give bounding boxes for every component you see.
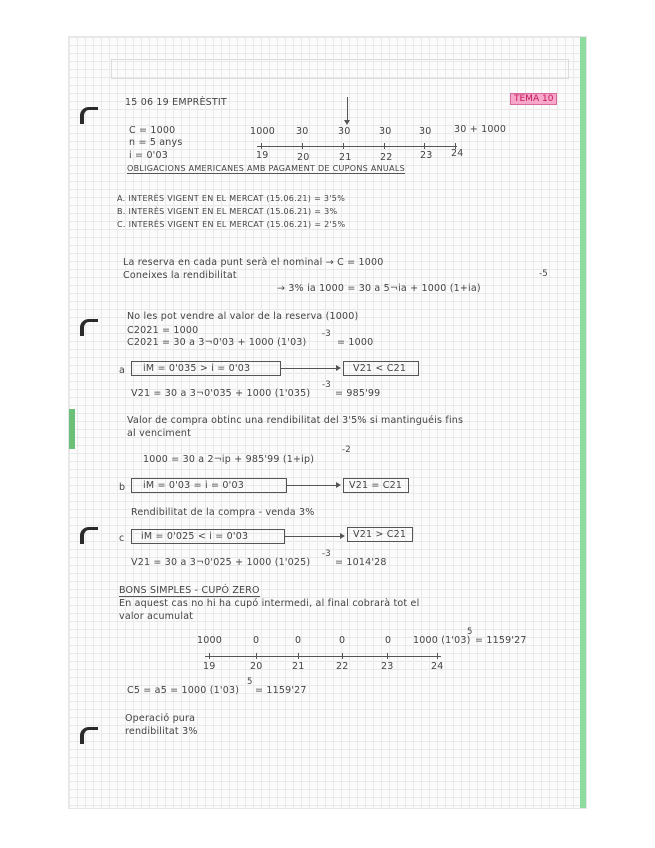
zero-line-2: valor acumulat [119, 611, 194, 622]
notebook-page [68, 36, 587, 809]
arrow-right-icon [281, 368, 339, 369]
reserve-exponent: -5 [539, 269, 548, 279]
timeline-tick [298, 653, 299, 659]
timeline-year: 21 [339, 152, 352, 163]
case-a-note-2: al venciment [127, 428, 192, 439]
timeline-tick [342, 653, 343, 659]
zero-final-exponent: 5 [467, 627, 473, 637]
zero-year: 21 [292, 661, 305, 672]
zero-amount: 0 [339, 635, 346, 646]
zero-line-1: En aquest cas no hi ha cupó intermedi, al final cobrarà tot el [119, 598, 420, 609]
zero-c5-result: = 1159'27 [255, 685, 307, 696]
zero-amount: 0 [253, 635, 260, 646]
timeline-year: 22 [380, 152, 393, 163]
timeline-tick [209, 653, 210, 659]
timeline-tick [384, 143, 385, 149]
sell-line-3: C2021 = 30 a 3¬0'03 + 1000 (1'03) [127, 337, 307, 348]
case-c-calc-result: = 1014'28 [335, 557, 387, 568]
page-tab-marker [69, 409, 75, 449]
sell-line-2: C2021 = 1000 [127, 325, 199, 336]
zero-c5-exponent: 5 [247, 677, 253, 687]
given-i: i = 0'03 [129, 150, 168, 161]
timeline-amount: 30 [379, 126, 392, 137]
timeline-amount: 30 [419, 126, 432, 137]
given-n: n = 5 anys [129, 137, 183, 148]
case-c-calc: V21 = 30 a 3¬0'025 + 1000 (1'025) [131, 557, 311, 568]
zero-final-result: = 1159'27 [475, 635, 527, 646]
timeline-tick [343, 143, 344, 149]
zero-operation-2: rendibilitat 3% [125, 726, 198, 737]
zero-c5: C5 = a5 = 1000 (1'03) [127, 685, 240, 696]
case-a-note-1: Valor de compra obtinc una rendibilitat del 3'5% si mantinguéis fins [127, 415, 464, 426]
case-c-label: c [119, 533, 125, 544]
zero-year: 20 [250, 661, 263, 672]
zero-year: 24 [431, 661, 444, 672]
timeline-amount: 1000 [250, 126, 275, 137]
zero-amount: 0 [295, 635, 302, 646]
zero-year: 19 [203, 661, 216, 672]
timeline-tick [424, 143, 425, 149]
case-a-exponent: -3 [322, 380, 331, 390]
timeline-tick [302, 143, 303, 149]
section-title-american-bonds: OBLIGACIONS AMERICANES AMB PAGAMENT DE CUPONS ANUALS [127, 164, 405, 173]
rate-a: A. INTERÈS VIGENT EN EL MERCAT (15.06.21) = 3'5% [117, 194, 346, 203]
timeline-amount: 30 + 1000 [454, 124, 507, 135]
timeline-tick [256, 653, 257, 659]
case-c-exponent: -3 [322, 549, 331, 559]
reserve-line-1: La reserva en cada punt serà el nominal → C = 1000 [123, 257, 384, 268]
punch-hole-icon [80, 727, 98, 744]
zero-final-amount: 1000 (1'03) [413, 635, 471, 646]
case-b-result: V21 = C21 [349, 480, 403, 491]
case-a-equation: 1000 = 30 a 2¬ip + 985'99 (1+ip) [143, 454, 315, 465]
arrow-right-icon [285, 536, 343, 537]
zero-amount: 1000 [197, 635, 222, 646]
case-a-calc-result: = 985'99 [335, 388, 381, 399]
timeline-year: 20 [297, 152, 310, 163]
case-b-condition: iM = 0'03 = i = 0'03 [143, 480, 244, 491]
case-b-note: Rendibilitat de la compra - venda 3% [131, 507, 315, 518]
case-a-eq-exponent: -2 [342, 445, 351, 455]
zero-year: 22 [336, 661, 349, 672]
sell-line-1: No les pot vendre al valor de la reserva (1000) [127, 311, 359, 322]
header-box [111, 59, 569, 79]
page-edge-stripe [580, 37, 586, 808]
case-a-label: a [119, 365, 126, 376]
case-a-calc: V21 = 30 a 3¬0'035 + 1000 (1'035) [131, 388, 311, 399]
case-a-condition: iM = 0'035 > i = 0'03 [143, 363, 251, 374]
zero-operation-1: Operació pura [125, 713, 196, 724]
sell-exponent: -3 [322, 329, 331, 339]
rate-c: C. INTERÈS VIGENT EN EL MERCAT (15.06.21) = 2'5% [117, 220, 346, 229]
reserve-line-3: → 3% ia 1000 = 30 a 5¬ia + 1000 (1+ia) [277, 283, 481, 294]
zero-amount: 0 [385, 635, 392, 646]
timeline-year: 19 [256, 150, 269, 161]
case-c-result: V21 > C21 [353, 529, 407, 540]
case-b-label: b [119, 482, 126, 493]
timeline-amount: 30 [296, 126, 309, 137]
zero-year: 23 [381, 661, 394, 672]
given-c: C = 1000 [129, 125, 176, 136]
case-c-condition: iM = 0'025 < i = 0'03 [141, 531, 249, 542]
timeline-amount: 30 [338, 126, 351, 137]
punch-hole-icon [80, 527, 98, 544]
punch-hole-icon [80, 319, 98, 336]
rate-b: B. INTERÈS VIGENT EN EL MERCAT (15.06.21) = 3% [117, 207, 338, 216]
arrow-down-icon [347, 97, 348, 123]
timeline-tick [387, 653, 388, 659]
punch-hole-icon [80, 107, 98, 124]
zero-timeline-axis [205, 656, 441, 657]
case-a-result: V21 < C21 [353, 363, 407, 374]
timeline-axis [257, 146, 457, 147]
topic-tag: TEMA 10 [510, 93, 557, 105]
timeline-year: 24 [451, 148, 464, 159]
sell-result: = 1000 [337, 337, 374, 348]
timeline-year: 23 [420, 150, 433, 161]
reserve-line-2: Coneixes la rendibilitat [123, 270, 237, 281]
date-line: 15 06 19 EMPRÈSTIT [125, 97, 227, 108]
section-title-zero-coupon: BONS SIMPLES - CUPÓ ZERO [119, 585, 260, 596]
arrow-right-icon [287, 485, 339, 486]
timeline-tick [437, 653, 438, 659]
timeline-tick [261, 143, 262, 149]
